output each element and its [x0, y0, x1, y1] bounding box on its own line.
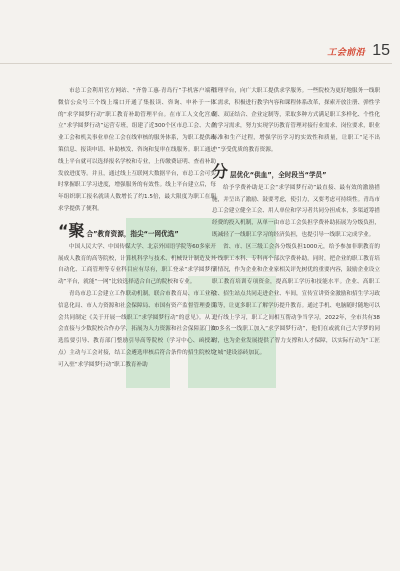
section-tag: 工会前沿 [327, 47, 366, 58]
subhead-mark: “聚 [58, 220, 85, 240]
subhead-mark: 分 [212, 161, 229, 181]
subhead-tiered-support [212, 161, 380, 181]
body-paragraph-4: 省、市、区三级工会各分级负担1000元，给予参加非职教育的一线职工本科、专科再个部次学费补助。同时，把企业的职工教育培训情况，作为企业和企业家相关评先树优的重要内容，鼓励企业设立职工教育培训专项资金，提高职工学历和技能水平。企业、高职工会、招生站点共同走进企业、车间，宣传宣讲资金激励和招生学习政策等，让更多职工了解学历提升教育。通过手机、电脑随时随地可以进行线上学习，职工之间相互帮动争当学习。2022年，全市共有3800多名一线职工加入“求学圆梦行动”，他们在或就自己大学梦的同时，也为企业发展提供了智力支撑和人才保障，以实际行动为“工匠之城”建设添砖加瓦。 [212, 243, 380, 356]
body-paragraph-2: 青岛市总工会建立工作联动机制，联合市教育局、市工业和信息化局、市人力资源和社会保障局、市国有资产监督管理委员会共同制定《关于开展一线职工“求学圆梦行动”的意见》。从工会直接与少数院校合作办学，拓展为人力资源和社会保障部门饮选监要引导、教育部门整励引导高等院校（学习中心、函授站点）主动与工会对接，结工会遴选审核后符合条件的招生院校均可入驻“求学圆梦行动”职工教育补助 [58, 290, 216, 368]
left-column [58, 86, 216, 372]
body-paragraph-3: 给予学费补助是工会“求学圆梦行动”最直接、最有效的激励措施，并呈出了激励、鼓要考虑，使引力，又要考虑可持续性。青岛市总工会建立健全工会、用人单位和学习者共同分担成本，多渠道筹措经费的投入机制，从单一由市总工会负担学费补助拓展为分级负担，既减轻了一线职工学习的经济负担，也提引导一线职工完成学业。 [212, 184, 380, 238]
subhead-text: 层优化“供血”，全时段当“学员” [230, 170, 327, 179]
body-paragraph-1: 中国人民大学、中国传媒大学、北京外国语学院等60多家开展成人教育的高等院校，计算机科学与技术、机械设计制造及其自动化、工商管理等专业科目应有尽有，职工登录“求学圆梦行动”平台，就能“一网”比较选择适合自己的院校和专业。 [58, 243, 216, 286]
subhead-education-resources [58, 220, 216, 240]
intro-paragraph-1: 市总工会利用官方网站、“齐鲁工惠·青岛行”手机客户端和微信公众号三个线上端口开通了集报读、咨询、申补于一体的“求学圆梦行动”职工教育补助管理平台。在市工人文化宫成立“求学圆梦行动”运营专班，组建了近300个区市总工会、大企业工会和机关事业单位工会在线审核的服务体系，为职工提供政策信息、报读申请、补助核发、咨询和复审在线服务。职工通过线上平台就可以选择报名学校和专业，上传缴费证明、查看补助发放进度等。并且，通过线上互联网大数据平台，市总工会可实时掌握职工学习进度，增强服务的有效性。线上平台建立后，每年组织职工报名就读人数增长了约1.5倍，最大限度为职工在职求学提供了便利。 [58, 88, 216, 212]
header-divider [0, 63, 392, 64]
page-header [327, 40, 390, 62]
lead-paragraph-1: 管理平台，向广大职工提供求学服务。一些院校为更好地服务一线职工需求，积极进行教学内容和课程体系改革，探索开放注册、弹性学制、双证结合、企业定制等，采取多种方式满足职工多样化、个性化的学习需求，努力实现学历教育管理对接行业需求、岗位要求，职业标准和生产过程，增强学历学习的实效性和质量，让职工“足不出户”享受优质的教育资源。 [212, 88, 380, 153]
page-number: 15 [372, 42, 390, 59]
subhead-text: 合”教育资源，指尖“一网优选” [86, 229, 179, 238]
right-column [212, 86, 380, 360]
